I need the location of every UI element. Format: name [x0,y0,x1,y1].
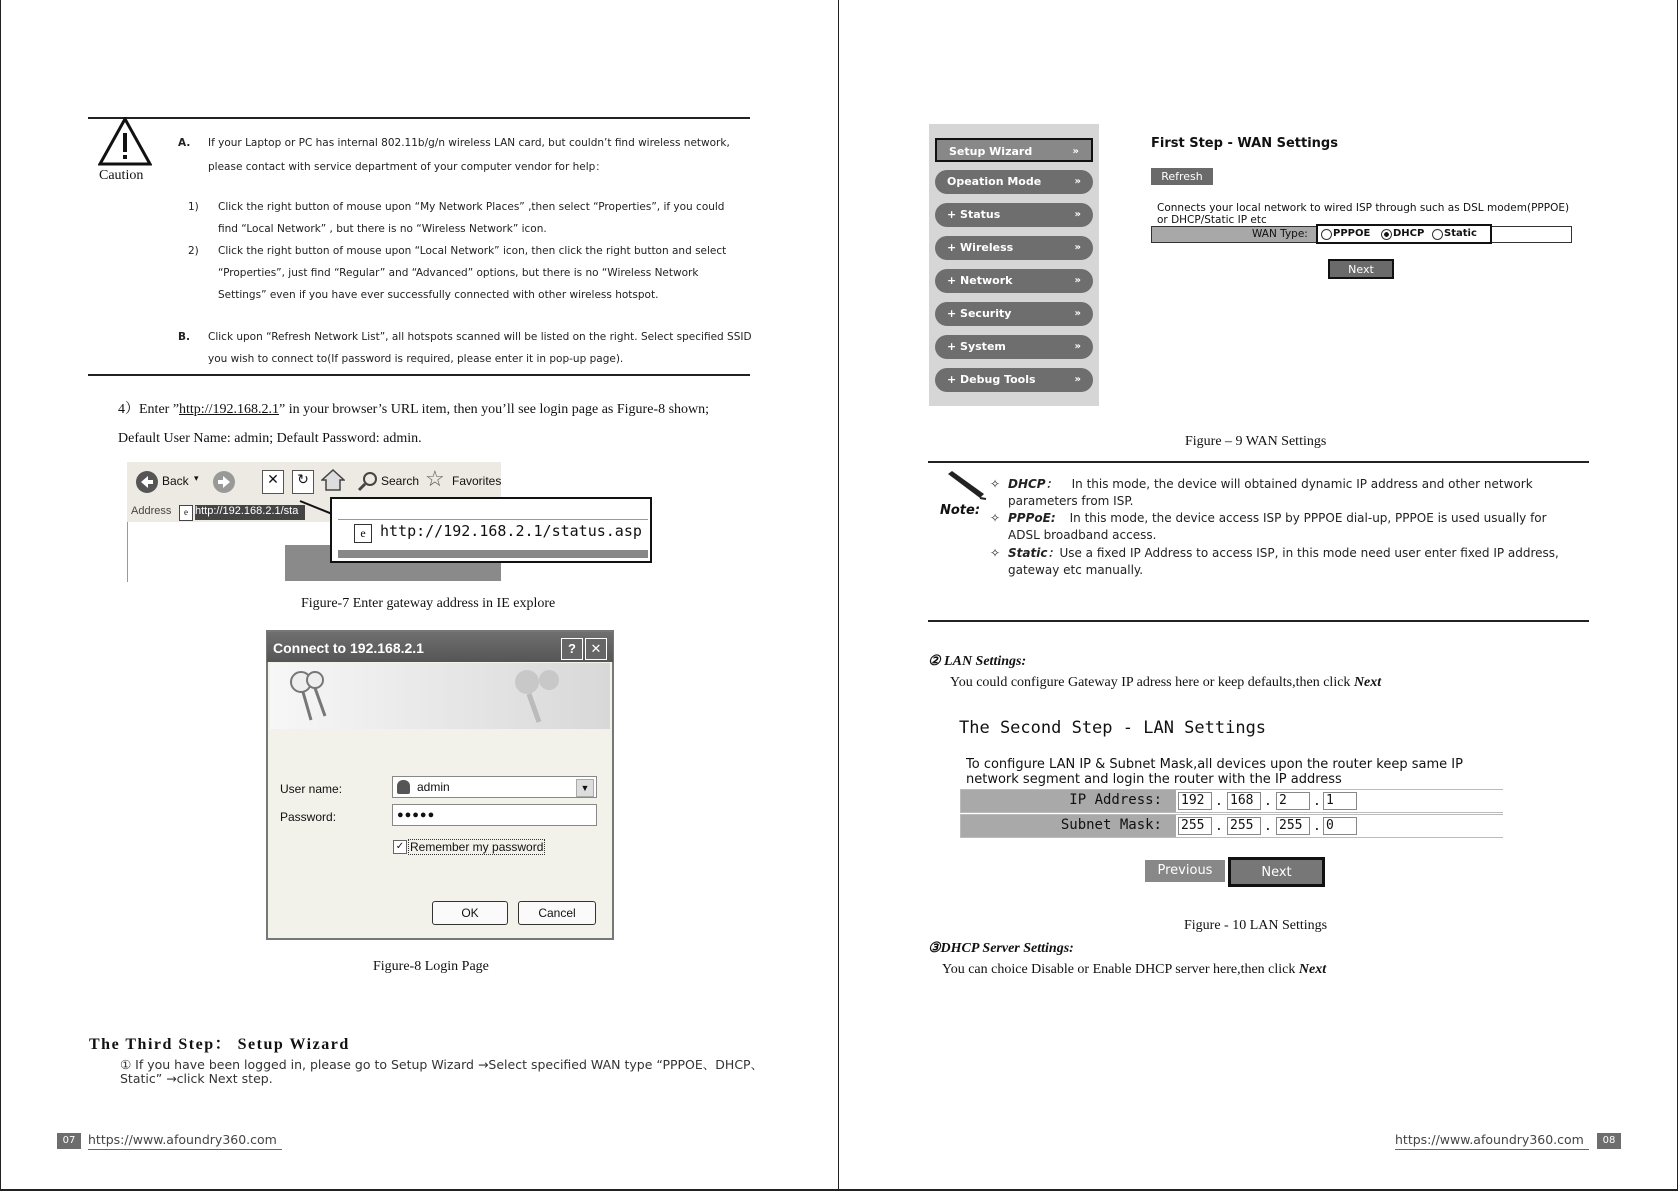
dhcp-server-heading: ③DHCP Server Settings: [928,941,1074,956]
ip-octet-2[interactable]: 168 [1227,792,1261,810]
favorites-star-icon[interactable]: ☆ [425,466,445,491]
step4-suffix: ” in your browser’s URL item, then you’ll see login page as Figure-8 shown; [278,402,710,417]
address-label: Address [131,505,172,517]
page-number-right: 08 [1597,1133,1621,1149]
chevron-right-icon: » [1074,341,1081,352]
search-button-label[interactable]: Search [381,474,420,488]
caution-step2-marker: 2) [188,245,199,257]
sidebar-item-debug-tools[interactable] [935,368,1093,392]
password-label: Password: [280,810,337,824]
password-field[interactable]: ●●●●● [392,804,597,826]
refresh-icon[interactable]: ↻ [292,470,314,494]
sidebar-item-setup-wizard[interactable] [935,138,1093,162]
mask-separator: . [1215,819,1223,834]
subnet-mask-label: Subnet Mask: [1060,817,1162,833]
ip-octet-4[interactable]: 1 [1323,792,1357,810]
subnet-mask-row [960,814,1503,838]
lan-text-body: You could configure Gateway IP adress here or keep defaults,then click [950,675,1354,690]
home-icon[interactable] [321,468,345,492]
wan-desc-line2: or DHCP/Static IP etc [1157,214,1267,226]
sidebar-item-label: + Security [947,307,1012,320]
note-top-rule [928,461,1589,463]
chevron-right-icon: » [1074,308,1081,319]
search-icon[interactable] [357,470,379,492]
forward-arrow-icon[interactable] [212,470,236,494]
caution-item-b-line2: you wish to connect to(If password is required, please enter it in pop-up page). [208,353,624,365]
mask-octet-3[interactable]: 255 [1276,817,1310,835]
close-button[interactable]: ✕ [585,638,607,660]
zoom-callout-box [330,497,652,563]
page-number-left: 07 [57,1133,81,1149]
page-divider [838,0,839,1191]
chevron-right-icon: » [1074,374,1081,385]
footer-url-left[interactable]: https://www.afoundry360.com [88,1132,277,1147]
step4-prefix: 4）Enter ” [118,402,180,417]
back-button-label[interactable]: Back [162,474,189,488]
username-label: User name: [280,782,343,796]
favorites-button-label[interactable]: Favorites [452,474,502,488]
caution-bottom-rule [88,374,750,376]
caution-item-b-marker: B. [178,331,190,343]
address-field[interactable]: http://192.168.2.1/sta [195,505,305,520]
user-avatar-icon [397,780,410,794]
chevron-right-icon: » [1074,209,1081,220]
warning-triangle-icon [98,117,152,167]
lan-panel-title: The Second Step - LAN Settings [959,718,1267,738]
left-page-edge [0,0,1,1191]
caution-item-a-marker: A. [178,137,191,149]
note-bottom-rule [928,620,1589,622]
dhcp-label[interactable]: DHCP [1393,228,1425,239]
note-dhcp-text: In this mode, the device will obtained dynamic IP address and other network parameters from ISP. [1008,477,1533,508]
note-static-key: Static： [1008,546,1060,560]
default-credentials: Default User Name: admin; Default Password: admin. [118,431,422,446]
sidebar-item-label: + Debug Tools [947,373,1036,386]
lan-settings-heading: ② LAN Settings: [928,654,1027,669]
sidebar-item-system[interactable] [935,335,1093,359]
pppoe-label[interactable]: PPPOE [1333,228,1371,239]
cancel-button[interactable]: Cancel [518,901,596,925]
remember-label[interactable]: Remember my password [410,840,544,854]
chevron-right-icon: » [1074,176,1081,187]
back-arrow-icon[interactable] [135,470,159,494]
sidebar-item-wireless[interactable] [935,236,1093,260]
diamond-bullet-icon: ✧ [990,477,1001,491]
static-label[interactable]: Static [1444,228,1477,239]
username-combobox[interactable] [392,776,597,798]
wan-type-label: WAN Type: [1252,228,1308,240]
login-dialog-title: Connect to 192.168.2.1 [273,640,424,656]
wan-type-options [1316,224,1492,244]
figure10-caption: Figure - 10 LAN Settings [1184,918,1328,933]
chevron-right-icon: » [1074,275,1081,286]
previous-button[interactable]: Previous [1145,860,1225,882]
third-step-line1: ① If you have been logged in, please go to Setup Wizard →Select specified WAN type “PPPOE、DHCP、 [120,1057,764,1072]
chevron-right-icon: » [1072,146,1079,157]
note-dhcp-key: DHCP： [1008,477,1058,491]
mask-separator: . [1313,819,1321,834]
wan-next-button[interactable]: Next [1328,259,1394,279]
caution-step1-line2: find “Local Network” , but there is no “Wireless Network” icon. [218,223,547,235]
dhcp-radio[interactable] [1381,229,1392,240]
dhcp-text-next: Next [1298,962,1327,977]
caution-step1-line1: Click the right button of mouse upon “My Network Places” ,then select “Properties”, if you could [218,201,725,213]
caution-step2-line3: Settings” even if you have ever successfully connected with other wireless hotspot. [218,289,659,301]
caution-item-b-line1: Click upon “Refresh Network List”, all hotspots scanned will be listed on the right. Select specified SSID [208,331,752,343]
figure8-caption: Figure-8 Login Page [373,959,489,974]
ip-address-fields [1176,790,1504,812]
keys-watermark-icon [505,664,575,724]
wan-settings-title: First Step - WAN Settings [1151,136,1338,151]
zoom-callout-bottom-bar [338,550,648,558]
ip-address-label: IP Address: [1069,792,1162,808]
step4-instruction [118,398,709,418]
mask-octet-2[interactable]: 255 [1227,817,1261,835]
footer-url-right-underline [1395,1149,1589,1150]
ie-page-icon: e [179,505,193,521]
third-step-line2: Static” →click Next step. [120,1071,273,1086]
caution-top-rule [88,117,750,119]
sidebar-item-network[interactable] [935,269,1093,293]
diamond-bullet-icon: ✧ [990,546,1001,560]
ok-button[interactable]: OK [432,901,508,925]
gateway-link[interactable]: http://192.168.2.1 [179,402,279,417]
caution-step2-line1: Click the right button of mouse upon “Local Network” icon, then click the right button and select [218,245,727,257]
footer-url-right[interactable]: https://www.afoundry360.com [1395,1132,1584,1147]
mask-octet-4[interactable]: 0 [1323,817,1357,835]
mask-octet-1[interactable]: 255 [1178,817,1212,835]
subnet-mask-fields [1176,815,1504,837]
dhcp-server-text [942,962,1326,978]
diamond-bullet-icon: ✧ [990,511,1001,525]
sidebar-item-label: + System [947,340,1006,353]
chevron-right-icon: » [1074,242,1081,253]
lan-next-button[interactable]: Next [1228,857,1325,887]
keys-icon [285,668,335,724]
figure9-caption: Figure – 9 WAN Settings [1185,434,1327,449]
figure7-caption: Figure-7 Enter gateway address in IE explore [301,596,556,611]
footer-url-left-underline [88,1149,282,1150]
chevron-down-icon[interactable]: ▼ [576,779,594,797]
zoom-address-text: http://192.168.2.1/status.asp [380,522,642,540]
lan-settings-text [950,675,1381,691]
ip-separator: . [1264,794,1272,809]
note-static-text: Use a fixed IP Address to access ISP, in this mode need user enter fixed IP address, gateway etc manually. [1008,546,1559,577]
username-value: admin [417,780,450,794]
remember-checkbox[interactable]: ✓ [393,840,407,854]
sidebar-item-label: Setup Wizard [949,145,1033,158]
note-label: Note: [940,503,981,518]
sidebar-item-label: + Wireless [947,241,1014,254]
ie-page-icon-large: e [354,524,372,543]
sidebar-item-operation-mode[interactable] [935,170,1093,194]
ip-octet-3[interactable]: 2 [1276,792,1310,810]
note-pppoe [990,510,1578,544]
lan-panel-desc-line1: To configure LAN IP & Subnet Mask,all devices upon the router keep same IP [966,757,1463,772]
third-step-title: The Third Step： Setup Wizard [89,1036,350,1053]
sidebar-item-label: + Network [947,274,1013,287]
sidebar-item-status[interactable] [935,203,1093,227]
ip-address-row [960,789,1503,813]
caution-step1-marker: 1) [188,201,199,213]
wan-desc-line1: Connects your local network to wired ISP through such as DSL modem(PPPOE) [1157,202,1570,214]
sidebar-item-security[interactable] [935,302,1093,326]
pen-icon [946,470,988,500]
lan-panel-desc-line2: network segment and login the router with the IP address [966,772,1342,787]
note-pppoe-key: PPPoE: [1008,511,1056,525]
pppoe-radio[interactable] [1321,229,1332,240]
ip-separator: . [1313,794,1321,809]
note-static [990,545,1578,579]
lan-text-next: Next [1353,675,1382,690]
caution-item-a-line1: If your Laptop or PC has internal 802.11b/g/n wireless LAN card, but couldn’t find wireless network, [208,137,730,149]
dhcp-text-body: You can choice Disable or Enable DHCP server here,then click [942,962,1299,977]
static-radio[interactable] [1432,229,1443,240]
router-sidebar-panel [929,124,1099,406]
caution-label: Caution [99,168,144,183]
caution-step2-line2: “Properties”, just find “Regular” and “Advanced” options, but there is no “Wireless Network [218,267,699,279]
back-dropdown-icon[interactable]: ▾ [194,473,199,483]
sidebar-item-label: Opeation Mode [947,175,1042,188]
ip-octet-1[interactable]: 192 [1178,792,1212,810]
refresh-button[interactable]: Refresh [1151,168,1213,185]
mask-separator: . [1264,819,1272,834]
ip-separator: . [1215,794,1223,809]
stop-icon[interactable]: ✕ [262,470,284,494]
caution-item-a-line2: please contact with service department of your computer vendor for help： [208,161,606,173]
sidebar-item-label: + Status [947,208,1001,221]
note-pppoe-text: In this mode, the device access ISP by PPPOE dial-up, PPPOE is used usually for ADSL broadband access. [1008,511,1547,542]
note-dhcp [990,476,1578,510]
help-button[interactable]: ? [561,638,583,660]
